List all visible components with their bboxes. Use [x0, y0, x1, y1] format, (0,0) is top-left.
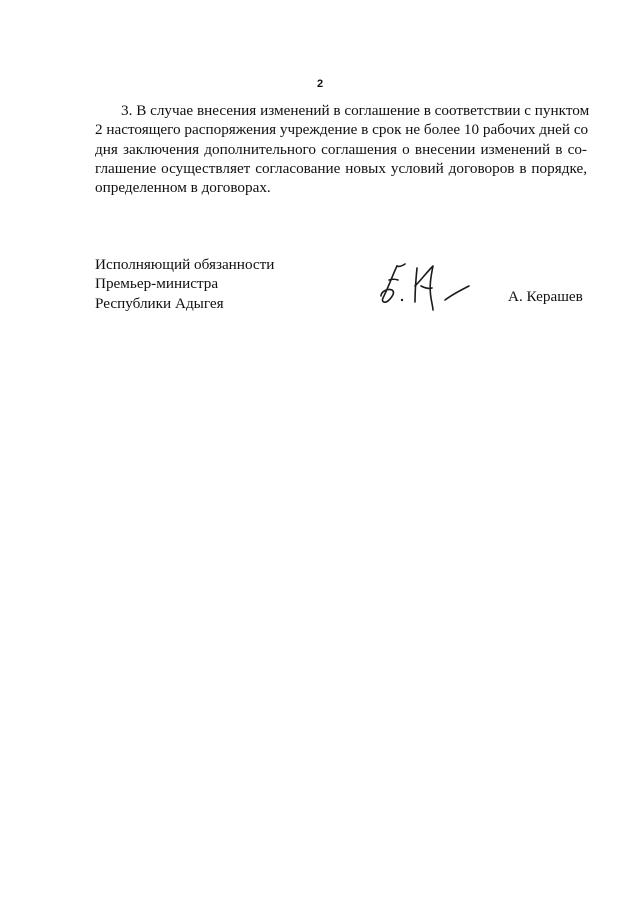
signatory-title-line: Республики Адыгея [95, 294, 224, 312]
paragraph-item-3 [95, 101, 590, 197]
paragraph-line: 2 настоящего распоряжения учреждение в срок не более 10 рабочих дней со [95, 121, 589, 139]
paragraph-line: дня заключения дополнительного соглашения о внесении изменений в со- [95, 140, 587, 158]
signatory-title-line: Премьер-министра [95, 275, 219, 293]
handwritten-signature [375, 256, 475, 316]
signatory-title-line: Исполняющий обязанности [95, 256, 275, 273]
paragraph-line: определенном в договорах. [95, 179, 271, 197]
paragraph-line: 3. В случае внесения изменений в соглашение в соответствии с пунктом [121, 102, 590, 119]
signatory-title [95, 255, 274, 313]
paragraph-line: глашение осуществляет согласование новых условий договоров в порядке, [95, 159, 587, 177]
page-number: 2 [316, 78, 324, 90]
signatory-name: А. Керашев [508, 288, 583, 305]
